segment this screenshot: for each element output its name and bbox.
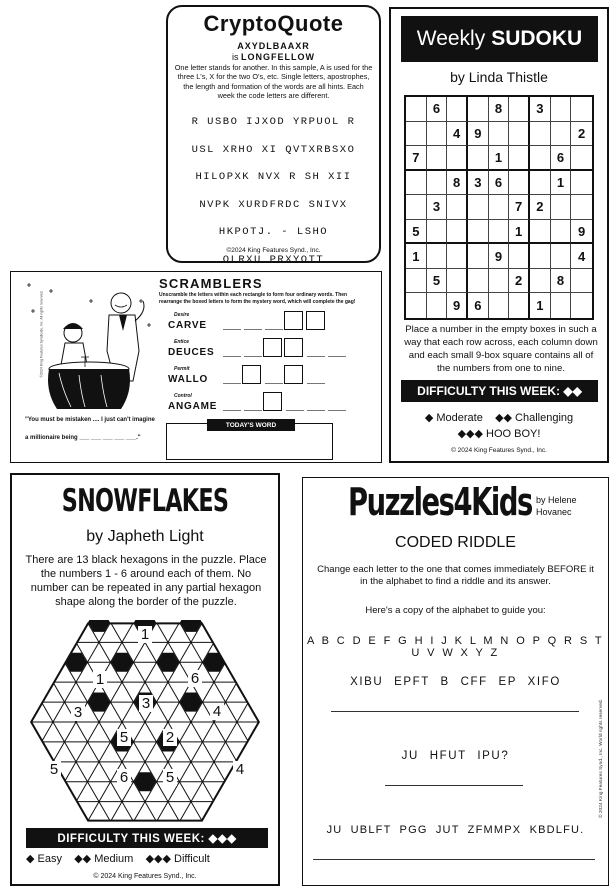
sudoku-cell[interactable] [427, 220, 448, 245]
puzzles4kids-guide: Here's a copy of the alphabet to guide you: [365, 605, 546, 616]
black-hexagon [88, 620, 110, 632]
sudoku-cell: 6 [468, 293, 489, 318]
sudoku-cell: 1 [509, 220, 530, 245]
todays-word-box[interactable] [166, 423, 333, 460]
answer-box[interactable] [306, 311, 325, 330]
sudoku-cell[interactable] [447, 244, 468, 269]
cryptoquote-sample-answer: LONGFELLOW [241, 52, 315, 62]
hex-given-number: 5 [165, 768, 175, 786]
puzzles4kids-logo: Puzzles4Kids [348, 480, 532, 524]
hex-given-number: 4 [212, 702, 222, 720]
sudoku-cell[interactable] [489, 269, 510, 294]
cryptoquote-copyright: ©2024 King Features Synd., Inc. [226, 247, 321, 254]
sudoku-cell[interactable] [447, 269, 468, 294]
answer-box[interactable] [284, 311, 303, 330]
sudoku-banner-title: SUDOKU [491, 27, 583, 50]
scramblers-vertical-credit: ©2024 King Features Syndicate, Inc. All rights reserved. [39, 290, 44, 378]
sudoku-difficulty-banner: DIFFICULTY THIS WEEK: ◆◆ [401, 380, 598, 402]
snowflakes-copyright: © 2024 King Features Synd., Inc. [93, 873, 197, 880]
puzzles4kids-panel [302, 477, 609, 886]
sudoku-cell: 3 [427, 195, 448, 220]
sudoku-cell[interactable] [530, 146, 551, 171]
sudoku-cell[interactable] [509, 97, 530, 122]
sudoku-cell: 2 [509, 269, 530, 294]
cryptoquote-rules: One letter stands for another. In this sample, A is used for the three L's, X for the two O's, etc. Single letters, apostrophes, the length and formation of the words are all hints. Each week the code letters are different. [174, 63, 373, 101]
cryptoquote-sample-answer-line [168, 52, 379, 62]
level-challenging: ◆◆ Challenging [495, 412, 574, 424]
cryptoquote-line: HILOPXK NVX R SH XII [195, 171, 352, 184]
sudoku-cell[interactable] [468, 195, 489, 220]
scrambler-letters: ANGAME [168, 401, 218, 412]
sudoku-instructions: Place a number in the empty boxes in such a way that each row across, each column down and each small 9-box square contains all of the numbers from one to nine. [404, 324, 598, 374]
hex-given-number: 1 [140, 625, 150, 643]
answer-line[interactable] [385, 785, 523, 786]
sudoku-cell[interactable] [468, 220, 489, 245]
sudoku-cell[interactable] [447, 195, 468, 220]
hex-given-number: 1 [95, 670, 105, 688]
sudoku-cell[interactable] [509, 293, 530, 318]
snowflakes-title: SNOWFLAKES [61, 483, 229, 519]
sudoku-cell[interactable] [509, 146, 530, 171]
sudoku-cell: 4 [571, 244, 592, 269]
sudoku-cell[interactable] [551, 122, 572, 147]
cryptoquote-title: CryptoQuote [203, 11, 344, 36]
sudoku-cell[interactable] [551, 244, 572, 269]
snowflakes-levels [26, 852, 276, 865]
scrambler-letters: DEUCES [168, 347, 215, 358]
hexagon-lattice-lines [12, 620, 278, 825]
snowflakes-difficulty-banner: DIFFICULTY THIS WEEK: ◆◆◆ [26, 828, 268, 848]
sudoku-cell: 7 [509, 195, 530, 220]
sudoku-cell[interactable] [406, 195, 427, 220]
sudoku-cell[interactable] [571, 171, 592, 196]
answer-box[interactable] [242, 365, 261, 384]
cryptoquote-panel [166, 5, 381, 266]
sudoku-cell[interactable] [427, 122, 448, 147]
answer-blank[interactable] [244, 410, 262, 411]
sudoku-cell: 8 [489, 97, 510, 122]
sudoku-cell[interactable] [489, 195, 510, 220]
hex-given-number: 2 [165, 728, 175, 746]
answer-blank[interactable] [307, 356, 325, 357]
hex-given-number: 3 [73, 703, 83, 721]
scrambler-letters: CARVE [168, 320, 207, 331]
sudoku-cell[interactable] [406, 293, 427, 318]
sudoku-cell[interactable] [406, 171, 427, 196]
sudoku-cell[interactable] [489, 293, 510, 318]
sudoku-cell: 2 [571, 122, 592, 147]
sudoku-cell[interactable] [447, 97, 468, 122]
hex-given-number: 6 [190, 669, 200, 687]
scrambler-letters: WALLO [168, 374, 209, 385]
scrambler-clue: Desire [174, 312, 190, 318]
answer-blank[interactable] [307, 383, 325, 384]
riddle-line1: XIBU EPFT B CFF EP XIFO [350, 676, 561, 688]
cryptoquote-line: OLRXU PRXYOTT [222, 253, 325, 266]
sudoku-cell[interactable] [571, 97, 592, 122]
level-difficult: ◆◆◆ Difficult [145, 853, 210, 865]
sudoku-cell: 2 [530, 195, 551, 220]
todays-word-label: TODAY'S WORD [207, 419, 295, 431]
sudoku-cell[interactable] [571, 269, 592, 294]
hex-given-number: 3 [141, 694, 151, 712]
sudoku-banner-weekly: Weekly [416, 27, 486, 50]
sudoku-cell[interactable] [468, 97, 489, 122]
answer-blank[interactable] [223, 356, 241, 357]
sudoku-levels-row1 [391, 411, 607, 424]
sudoku-cell[interactable] [530, 244, 551, 269]
scrambler-clue: Entice [174, 339, 190, 345]
sudoku-cell[interactable] [571, 293, 592, 318]
answer-blank[interactable] [223, 329, 241, 330]
black-hexagon [180, 620, 202, 632]
answer-box[interactable] [263, 338, 282, 357]
sudoku-author: by Linda Thistle [450, 69, 548, 85]
answer-blank[interactable] [244, 356, 262, 357]
hexagon-puzzle-grid [12, 620, 278, 825]
sudoku-cell[interactable] [509, 244, 530, 269]
sudoku-cell: 1 [551, 171, 572, 196]
sudoku-cell[interactable] [551, 97, 572, 122]
hex-given-number: 5 [49, 760, 59, 778]
riddle-line2: JU HFUT IPU? [401, 750, 510, 762]
sudoku-cell: 4 [447, 122, 468, 147]
level-easy: ◆ Easy [26, 853, 62, 865]
sudoku-cell: 3 [530, 97, 551, 122]
sudoku-cell: 8 [447, 171, 468, 196]
answer-blank[interactable] [328, 356, 346, 357]
sudoku-cell[interactable] [406, 122, 427, 147]
puzzles4kids-author [536, 494, 577, 518]
cartoon-caption-line2: a millionaire being ___ ___ ___ ___ ___." [25, 435, 141, 441]
sudoku-cell[interactable] [530, 171, 551, 196]
sudoku-copyright: © 2024 King Features Synd., Inc. [451, 447, 547, 454]
level-hooboy: ◆◆◆ HOO BOY! [457, 428, 541, 440]
level-moderate: ◆ Moderate [424, 412, 483, 424]
sudoku-cell: 3 [468, 171, 489, 196]
cryptoquote-line: NVPK XURDFRDC SNIVX [199, 198, 348, 211]
sudoku-cell[interactable] [447, 220, 468, 245]
answer-box[interactable] [284, 365, 303, 384]
sudoku-cell[interactable] [406, 269, 427, 294]
author-line2: Hovanec [536, 507, 572, 517]
answer-blank[interactable] [265, 329, 283, 330]
sudoku-cell[interactable] [530, 220, 551, 245]
sudoku-cell: 1 [406, 244, 427, 269]
sudoku-cell[interactable] [571, 146, 592, 171]
answer-line[interactable] [313, 859, 595, 860]
sudoku-cell: 8 [551, 269, 572, 294]
answer-blank[interactable] [265, 383, 283, 384]
cryptoquote-line: R USBO IJXOD YRPUOL R [191, 116, 356, 129]
sudoku-cell[interactable] [530, 269, 551, 294]
puzzles4kids-instructions: Change each letter to the one that comes immediately BEFORE it in the alphabet to find a riddle and its answer. [317, 564, 594, 587]
sudoku-cell[interactable] [468, 244, 489, 269]
sudoku-cell: 9 [489, 244, 510, 269]
answer-blank[interactable] [286, 410, 304, 411]
sudoku-cell[interactable] [489, 220, 510, 245]
cryptoquote-line: USL XRHO XI QVTXRBSXO [191, 143, 356, 156]
sudoku-cell: 9 [447, 293, 468, 318]
scrambler-clue: Permit [174, 366, 190, 372]
sudoku-cell[interactable] [468, 269, 489, 294]
snowflakes-instructions: There are 13 black hexagons in the puzzle. Place the numbers 1 - 6 around each of them. No number can be repeated in any partial hexagon shape along the border of the puzzle. [25, 554, 267, 608]
hex-given-number: 5 [119, 728, 129, 746]
sudoku-cell: 5 [406, 220, 427, 245]
answer-blank[interactable] [223, 383, 241, 384]
sudoku-cell[interactable] [427, 146, 448, 171]
sudoku-cell[interactable] [427, 293, 448, 318]
answer-box[interactable] [263, 392, 282, 411]
sudoku-cell[interactable] [551, 293, 572, 318]
sudoku-cell: 6 [551, 146, 572, 171]
sudoku-cell: 1 [489, 146, 510, 171]
scramblers-panel [10, 271, 382, 463]
scramblers-instructions: Unscramble the letters within each rectangle to form four ordinary words. Then rearrange the boxed letters to form the mystery word, which will complete the gag! [159, 292, 356, 305]
answer-blank[interactable] [223, 410, 241, 411]
sudoku-cell[interactable] [509, 171, 530, 196]
sudoku-cell[interactable] [406, 97, 427, 122]
cryptoquote-sample-code: AXYDLBAAXR [237, 41, 310, 51]
hex-given-number: 6 [119, 768, 129, 786]
sudoku-cell[interactable] [530, 122, 551, 147]
hex-given-number: 4 [235, 760, 245, 778]
sudoku-cell[interactable] [509, 122, 530, 147]
sudoku-cell[interactable] [447, 146, 468, 171]
cryptoquote-sample-is: is [231, 52, 239, 62]
answer-line[interactable] [331, 711, 579, 712]
snowflakes-panel [10, 473, 280, 886]
sudoku-cell[interactable] [427, 171, 448, 196]
puzzles4kids-subtitle: CODED RIDDLE [395, 534, 516, 551]
answer-blank[interactable] [307, 410, 325, 411]
sudoku-cell: 7 [406, 146, 427, 171]
sudoku-cell: 6 [427, 97, 448, 122]
author-line1: by Helene [536, 495, 577, 505]
sudoku-cell: 5 [427, 269, 448, 294]
scrambler-clue: Control [174, 393, 192, 399]
answer-blank[interactable] [244, 329, 262, 330]
sudoku-cell: 1 [530, 293, 551, 318]
sudoku-cell[interactable] [468, 146, 489, 171]
sudoku-cell[interactable] [551, 195, 572, 220]
sudoku-cell[interactable] [427, 244, 448, 269]
sudoku-cell: 9 [571, 220, 592, 245]
sudoku-banner [401, 16, 598, 62]
sudoku-cell[interactable] [489, 122, 510, 147]
puzzles4kids-vertical-credit: © 2024 King Features Synd., Inc. World rights reserved. [599, 699, 604, 818]
sudoku-cell[interactable] [551, 220, 572, 245]
alphabet-row: A B C D E F G H I J K L M N O P Q R S T U V W X Y Z [307, 635, 604, 659]
sudoku-cell[interactable] [571, 195, 592, 220]
answer-code-line: JU UBLFT PGG JUT ZFMMPX KBDLFU. [326, 824, 585, 836]
cartoon-caption-line1: "You must be mistaken .... I just can't imagine [25, 417, 155, 423]
cryptoquote-line: HKPOTJ. - LSHO [218, 226, 329, 239]
scramblers-title: SCRAMBLERS [159, 276, 263, 291]
sudoku-grid [404, 95, 594, 320]
snowflakes-author: by Japheth Light [86, 528, 204, 545]
answer-box[interactable] [284, 338, 303, 357]
sudoku-cell: 6 [489, 171, 510, 196]
cartoon-illustration [19, 281, 159, 416]
sudoku-cell: 9 [468, 122, 489, 147]
answer-blank[interactable] [328, 410, 346, 411]
level-medium: ◆◆ Medium [74, 853, 134, 865]
sudoku-panel [389, 7, 609, 463]
